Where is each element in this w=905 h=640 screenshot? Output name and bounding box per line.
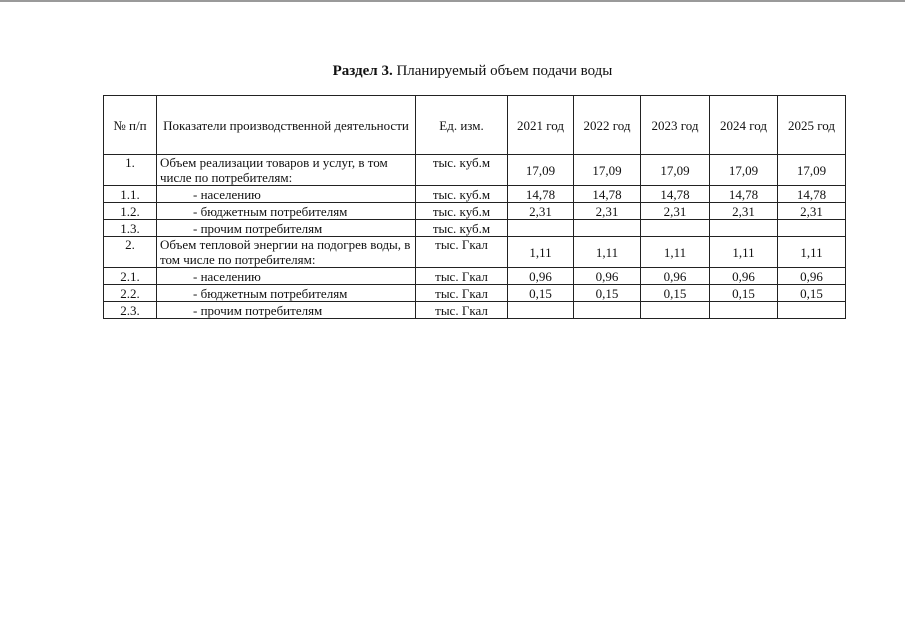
row-value-2021: 2,31 [508, 203, 574, 220]
row-value-2022: 0,15 [574, 285, 641, 302]
row-value-2024: 1,11 [710, 237, 778, 268]
row-value-2024 [710, 220, 778, 237]
row-value-2021: 17,09 [508, 155, 574, 186]
row-num: 2.2. [104, 285, 157, 302]
row-value-2025 [778, 220, 846, 237]
row-value-2022: 0,96 [574, 268, 641, 285]
header-year-2021: 2021 год [508, 96, 574, 155]
row-value-2021: 0,96 [508, 268, 574, 285]
row-unit: тыс. Гкал [416, 268, 508, 285]
row-value-2025 [778, 302, 846, 319]
table-row [104, 302, 846, 319]
row-value-2022 [574, 302, 641, 319]
row-value-2023: 2,31 [641, 203, 710, 220]
row-value-2025: 1,11 [778, 237, 846, 268]
header-year-2023: 2023 год [641, 96, 710, 155]
section-heading-number: Раздел 3. [332, 63, 393, 79]
row-value-2022: 1,11 [574, 237, 641, 268]
row-value-2023: 14,78 [641, 186, 710, 203]
row-indicator: Объем реализации товаров и услуг, в том числе по потребителям: [157, 155, 416, 186]
row-value-2023: 0,96 [641, 268, 710, 285]
water-supply-table [103, 95, 846, 319]
row-unit: тыс. куб.м [416, 186, 508, 203]
row-value-2024: 0,96 [710, 268, 778, 285]
row-value-2024: 2,31 [710, 203, 778, 220]
table-row [104, 220, 846, 237]
row-unit: тыс. Гкал [416, 285, 508, 302]
row-value-2025: 2,31 [778, 203, 846, 220]
row-num: 2.3. [104, 302, 157, 319]
table-row [104, 186, 846, 203]
row-num: 2.1. [104, 268, 157, 285]
row-num: 1. [104, 155, 157, 186]
row-value-2021: 14,78 [508, 186, 574, 203]
row-value-2023 [641, 220, 710, 237]
row-num: 1.2. [104, 203, 157, 220]
row-value-2023: 17,09 [641, 155, 710, 186]
header-year-2025: 2025 год [778, 96, 846, 155]
row-value-2022: 17,09 [574, 155, 641, 186]
header-unit: Ед. изм. [416, 96, 508, 155]
row-indicator: - населению [157, 268, 416, 285]
row-value-2023: 0,15 [641, 285, 710, 302]
table-row [104, 268, 846, 285]
row-value-2024: 17,09 [710, 155, 778, 186]
row-value-2022: 2,31 [574, 203, 641, 220]
row-num: 1.3. [104, 220, 157, 237]
row-value-2025: 14,78 [778, 186, 846, 203]
table-row [104, 285, 846, 302]
row-value-2021: 0,15 [508, 285, 574, 302]
row-value-2024: 0,15 [710, 285, 778, 302]
row-value-2025: 17,09 [778, 155, 846, 186]
header-row [104, 96, 846, 155]
row-value-2021 [508, 302, 574, 319]
row-unit: тыс. Гкал [416, 237, 508, 268]
row-unit: тыс. куб.м [416, 155, 508, 186]
table-row [104, 203, 846, 220]
row-value-2023: 1,11 [641, 237, 710, 268]
header-num: № п/п [104, 96, 157, 155]
row-indicator: - прочим потребителям [157, 220, 416, 237]
row-value-2021: 1,11 [508, 237, 574, 268]
row-indicator: - прочим потребителям [157, 302, 416, 319]
section-heading-title: Планируемый объем подачи воды [396, 63, 613, 79]
header-indicator: Показатели производственной деятельности [157, 96, 416, 155]
row-value-2022: 14,78 [574, 186, 641, 203]
row-value-2024 [710, 302, 778, 319]
row-unit: тыс. куб.м [416, 220, 508, 237]
row-value-2025: 0,96 [778, 268, 846, 285]
scan-top-edge [0, 0, 905, 2]
table-row [104, 155, 846, 186]
row-value-2025: 0,15 [778, 285, 846, 302]
row-indicator: - бюджетным потребителям [157, 285, 416, 302]
table-row [104, 237, 846, 268]
header-year-2024: 2024 год [710, 96, 778, 155]
row-value-2022 [574, 220, 641, 237]
row-unit: тыс. Гкал [416, 302, 508, 319]
header-year-2022: 2022 год [574, 96, 641, 155]
row-value-2023 [641, 302, 710, 319]
row-num: 1.1. [104, 186, 157, 203]
row-value-2021 [508, 220, 574, 237]
section-heading [0, 63, 905, 80]
row-indicator: - бюджетным потребителям [157, 203, 416, 220]
row-unit: тыс. куб.м [416, 203, 508, 220]
row-value-2024: 14,78 [710, 186, 778, 203]
row-num: 2. [104, 237, 157, 268]
row-indicator: Объем тепловой энергии на подогрев воды, в том числе по потребителям: [157, 237, 416, 268]
row-indicator: - населению [157, 186, 416, 203]
